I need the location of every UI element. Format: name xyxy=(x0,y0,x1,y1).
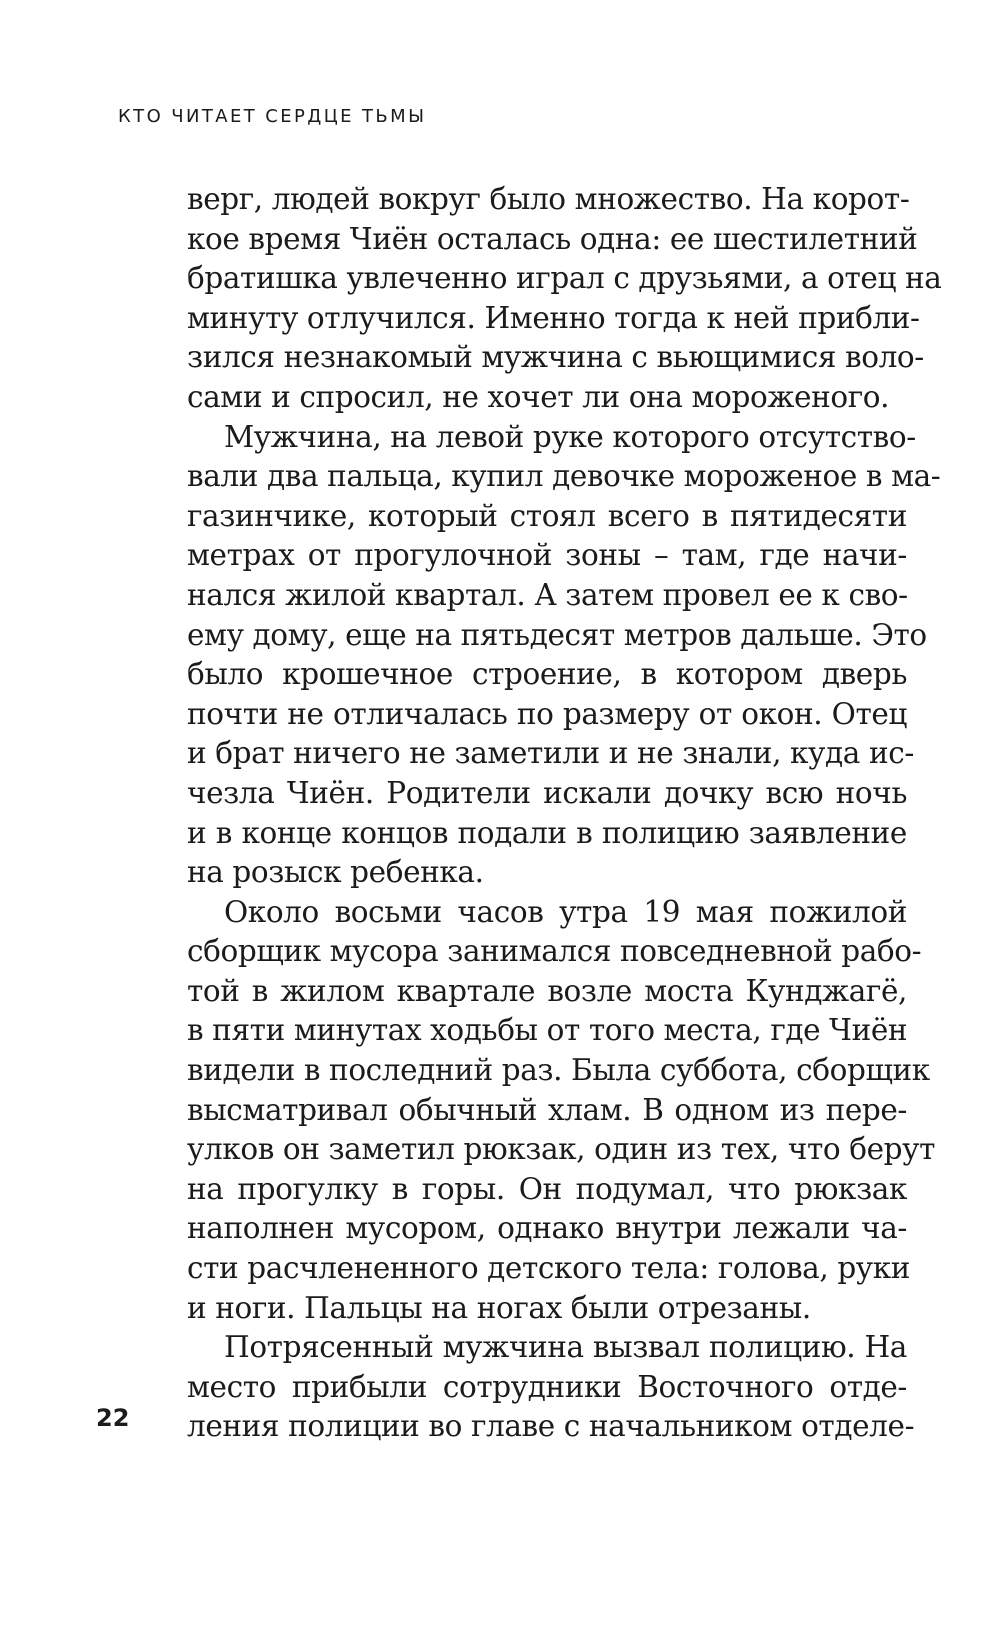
text-line: той в жилом квартале возле моста Кунджагё, xyxy=(187,973,907,1008)
paragraph-first-line: Потрясенный мужчина вызвал полицию. На xyxy=(224,1330,907,1365)
paragraph-last-line: на розыск ребенка. xyxy=(187,855,484,890)
text-line: и в конце концов подали в полицию заявление xyxy=(187,815,907,850)
paragraph-last-line: и ноги. Пальцы на ногах были отрезаны. xyxy=(187,1290,811,1325)
text-line: минуту отлучился. Именно тогда к ней прибли- xyxy=(187,300,920,335)
text-line: улков он заметил рюкзак, один из тех, что берут xyxy=(187,1132,935,1167)
text-line: почти не отличалась по размеру от окон. Отец xyxy=(187,696,907,731)
paragraph-first-line: Около восьми часов утра 19 мая пожилой xyxy=(224,894,907,929)
text-line: и брат ничего не заметили и не знали, куда ис- xyxy=(187,736,914,771)
text-line: наполнен мусором, однако внутри лежали ча- xyxy=(187,1211,907,1246)
text-line: ления полиции во главе с начальником отделе- xyxy=(187,1409,915,1444)
text-line: сборщик мусора занимался повседневной рабо- xyxy=(187,934,922,969)
text-line: нался жилой квартал. А затем провел ее к сво- xyxy=(187,577,908,612)
text-line: ему дому, еще на пятьдесят метров дальше. Это xyxy=(187,617,927,652)
text-line: было крошечное строение, в котором дверь xyxy=(187,657,907,692)
paragraph-first-line: Мужчина, на левой руке которого отсутство- xyxy=(224,419,916,454)
text-line: высматривал обычный хлам. В одном из пере- xyxy=(187,1092,907,1127)
text-line: верг, людей вокруг было множество. На корот- xyxy=(187,182,910,216)
text-line: чезла Чиён. Родители искали дочку всю ночь xyxy=(187,775,907,810)
page-number: 22 xyxy=(96,1404,130,1432)
text-line: в пяти минутах ходьбы от того места, где Чиён xyxy=(187,1013,908,1048)
text-line: место прибыли сотрудники Восточного отде- xyxy=(187,1369,907,1404)
text-line: на прогулку в горы. Он подумал, что рюкзак xyxy=(187,1171,907,1206)
text-line: газинчике, который стоял всего в пятидесяти xyxy=(187,498,907,533)
text-line: братишка увлеченно играл с друзьями, а отец на xyxy=(187,261,942,296)
text-line: кое время Чиён осталась одна: ее шестилетний xyxy=(187,221,918,256)
body-text xyxy=(187,180,942,1447)
text-line: зился незнакомый мужчина с вьющимися воло- xyxy=(187,340,924,375)
text-line: вали два пальца, купил девочке мороженое в ма- xyxy=(187,459,941,494)
text-line: сти расчлененного детского тела: голова, руки xyxy=(187,1251,911,1286)
running-head: КТО ЧИТАЕТ СЕРДЦЕ ТЬМЫ xyxy=(118,106,427,127)
text-line: метрах от прогулочной зоны – там, где начи- xyxy=(187,538,907,573)
paragraph-last-line: сами и спросил, не хочет ли она мороженого. xyxy=(187,379,890,414)
text-line: видели в последний раз. Была суббота, сборщик xyxy=(187,1053,930,1088)
